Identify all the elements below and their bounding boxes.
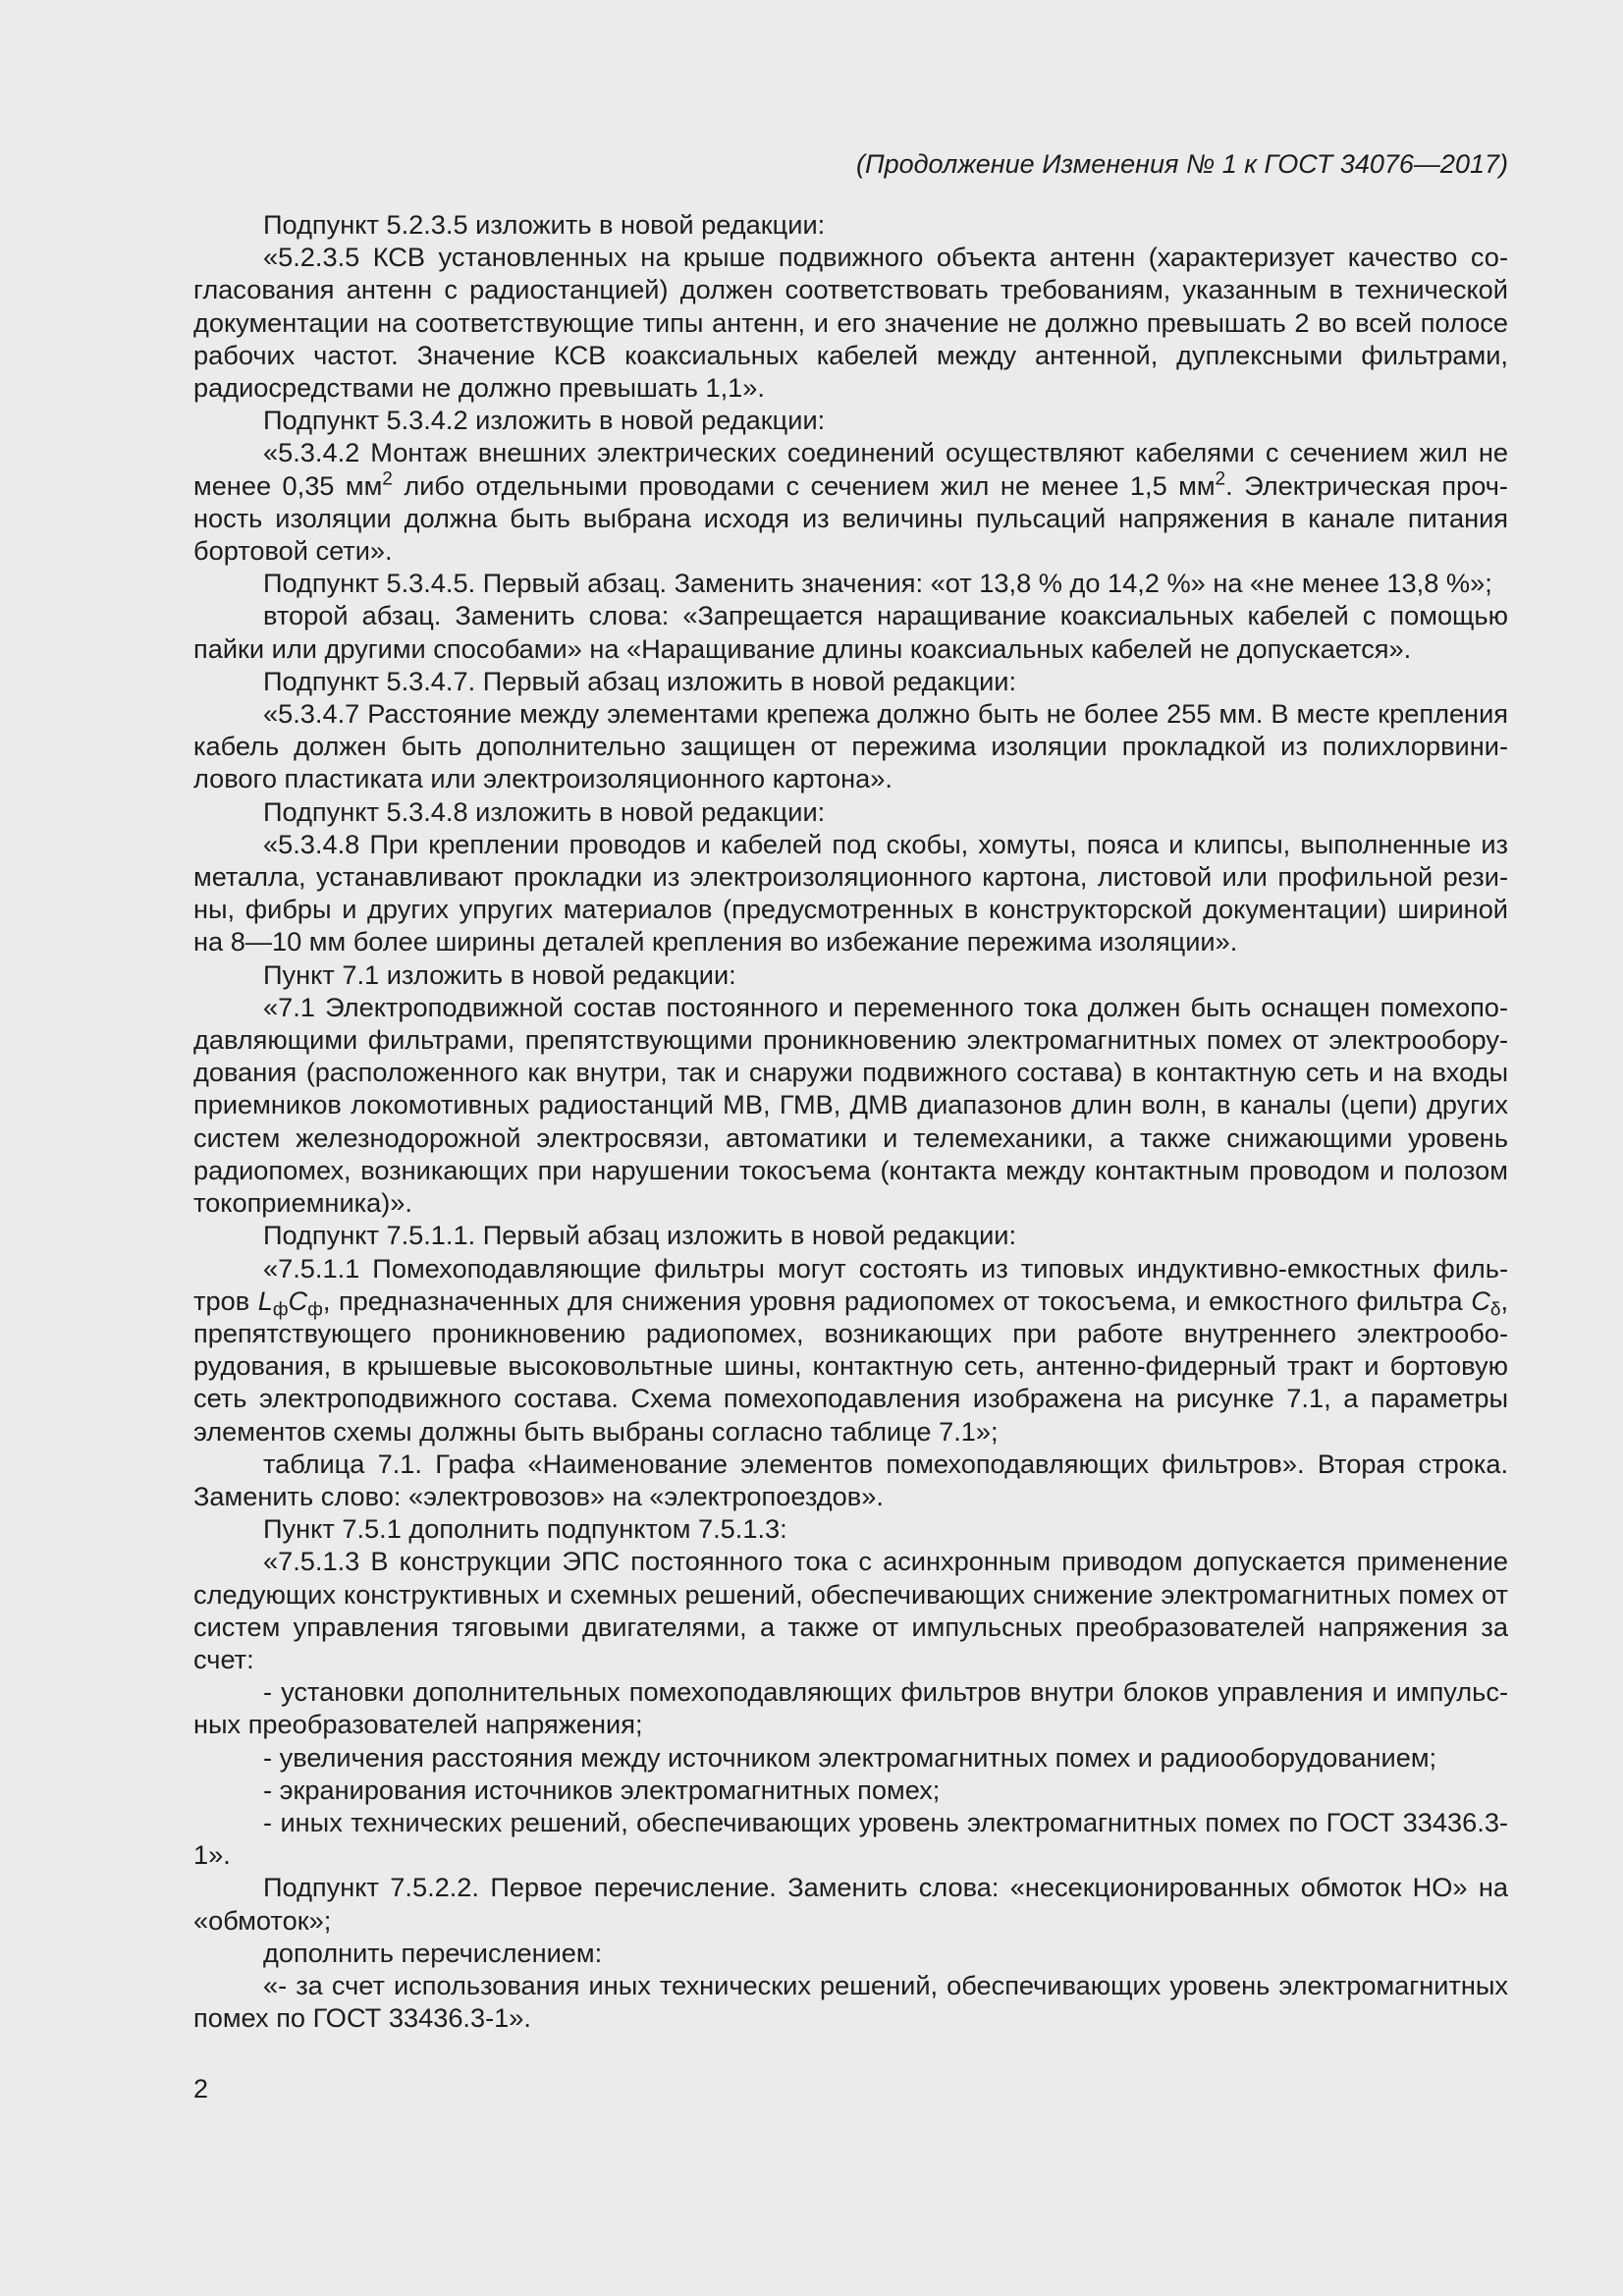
- text-run: либо отдельными проводами с сечением жил не менее 1,5 мм: [392, 469, 1216, 501]
- paragraph: Подпункт 5.3.4.5. Первый абзац. Заменить значения: «от 13,8 % до 14,2 %» на «не менее 13,8 %»;: [263, 568, 1492, 599]
- subscript: δ: [1489, 1299, 1501, 1321]
- paragraph: Подпункт 5.3.4.7. Первый абзац изложить в новой редакции:: [263, 665, 1017, 696]
- running-header: (Продолжение Изменения № 1 к ГОСТ 34076—2017): [856, 149, 1508, 179]
- paragraph: Подпункт 5.3.4.8 изложить в новой редакции:: [263, 795, 826, 827]
- paragraph: «5.3.4.7 Расстояние между элементами крепежа должно быть не более 255 мм. В месте крепления кабель должен быть дополнительно защищен от пережима изоляции прокладкой из полихлорвинилового пластиката или электроизоляционного картона».: [193, 698, 1508, 794]
- paragraph: «7.1 Электроподвижной состав постоянного и переменного тока должен быть оснащен помехоподавляющими фильтрами, препятствующими проникновению электромагнитных помех от электрооборудования (расположенного как внутри, так и снаружи подвижного состава) в контактную сеть и на входы приемников локомотивных радиостанций МВ, ГМВ, ДМВ диапазонов длин волн, в каналы (цепи) других систем железнодорожной электросвязи, автоматики и телемеханики, а также снижающими уровень радиопомех, возникающих при нарушении токосъема (контакта между контактным проводом и полозом токоприемника)».: [193, 991, 1508, 1219]
- paragraph: «5.2.3.5 КСВ установленных на крыше подвижного объекта антенн (характеризует качество согласования антенн с радиостанцией) должен соответствовать требованиям, указанным в технической документации на соответствующие типы антенн, и его значение не должно превышать 2 во всей полосе рабочих частот. Значение КСВ коаксиальных кабелей между антенной, дуплексными фильтрами, радиосредствами не должно превышать 1,1».: [193, 242, 1508, 404]
- paragraph: таблица 7.1. Графа «Наименование элементов помехоподавляющих фильтров». Вторая строка. Заменить слово: «электровозов» на «электропоездов».: [193, 1448, 1508, 1511]
- symbol-l: L: [257, 1285, 273, 1316]
- paragraph: Подпункт 5.2.3.5 изложить в новой редакции:: [263, 209, 826, 240]
- paragraph: Пункт 7.1 изложить в новой редакции:: [263, 958, 736, 990]
- text-run: . Электрическая прочность изоляции должна быть выбрана исходя из величины пульсаций напряжения в канале питания бортовой сети».: [193, 469, 1508, 567]
- superscript: 2: [1215, 468, 1226, 490]
- symbol-c: C: [1471, 1285, 1490, 1316]
- superscript: 2: [382, 468, 393, 490]
- paragraph: дополнить перечислением:: [263, 1937, 603, 1968]
- text-run: , предназначенных для снижения уровня радиопомех от токосъема, и емкостного фильтра: [322, 1285, 1472, 1316]
- text-run: , препятствующего проникновению радиопомех, возникающих при работе внутреннего электрооборудования, в крышевые высоковольтные шины, контактную сеть, антенно-фидерный тракт и бортовую сеть электроподвижного состава. Схема помехоподавления изображена на рисунке 7.1, а параметры элементов схемы должны быть выбраны согласно таблице 7.1»;: [193, 1285, 1508, 1447]
- subscript: ф: [272, 1299, 289, 1321]
- subscript: ф: [307, 1299, 323, 1321]
- paragraph-5342: [193, 436, 1508, 567]
- paragraph-7511: [193, 1252, 1508, 1448]
- symbol-c: C: [288, 1285, 308, 1316]
- page-number: 2: [193, 2074, 209, 2104]
- document-body: [193, 208, 1508, 2034]
- paragraph: второй абзац. Заменить слова: «Запрещается наращивание коаксиальных кабелей с помощью пайки или другими способами» на «Наращивание длины коаксиальных кабелей не допускается».: [193, 600, 1508, 664]
- list-item: - установки дополнительных помехоподавляющих фильтров внутри блоков управления и импульсных преобразователей напряжения;: [193, 1676, 1508, 1740]
- text-run: «5.3.4.2 Монтаж внешних электрических соединений осуществляют кабелями с сечением жил не менее 0,35 мм: [193, 437, 1508, 501]
- paragraph: «7.5.1.3 В конструкции ЭПС постоянного тока с асинхронным приводом допускается применение следующих конструктивных и схемных решений, обеспечивающих снижение электромагнитных помех от систем управления тяговыми двигателями, а также от импульсных преобразователей напряжения за счет:: [193, 1546, 1508, 1674]
- list-item: - экранирования источников электромагнитных помех;: [263, 1774, 941, 1805]
- paragraph: «- за счет использования иных технических решений, обеспечивающих уровень электромагнитных помех по ГОСТ 33436.3-1».: [193, 1969, 1508, 2034]
- paragraph: Подпункт 7.5.2.2. Первое перечисление. Заменить слова: «несекционированных обмоток НО» на «обмоток»;: [193, 1872, 1508, 1936]
- list-item: - иных технических решений, обеспечивающих уровень электромагнитных помех по ГОСТ 33436.3-1».: [193, 1806, 1508, 1871]
- paragraph: Пункт 7.5.1 дополнить подпунктом 7.5.1.3:: [263, 1513, 787, 1545]
- paragraph: Подпункт 5.3.4.2 изложить в новой редакции:: [263, 405, 826, 436]
- paragraph: «5.3.4.8 При креплении проводов и кабелей под скобы, хомуты, пояса и клипсы, выполненные из металла, устанавливают прокладки из электроизоляционного картона, листовой или профильной резины, фибры и других упругих материалов (предусмотренных в конструкторской документации) шириной на 8—10 мм более ширины деталей крепления во избежание пережима изоляции».: [193, 828, 1508, 957]
- paragraph: Подпункт 7.5.1.1. Первый абзац изложить в новой редакции:: [263, 1220, 1017, 1251]
- list-item: - увеличения расстояния между источником электромагнитных помех и радиооборудованием;: [263, 1741, 1437, 1773]
- text-run: «7.5.1.1 Помехоподавляющие фильтры могут состоять из типовых индуктивно-емкостных фильтров: [193, 1252, 1508, 1316]
